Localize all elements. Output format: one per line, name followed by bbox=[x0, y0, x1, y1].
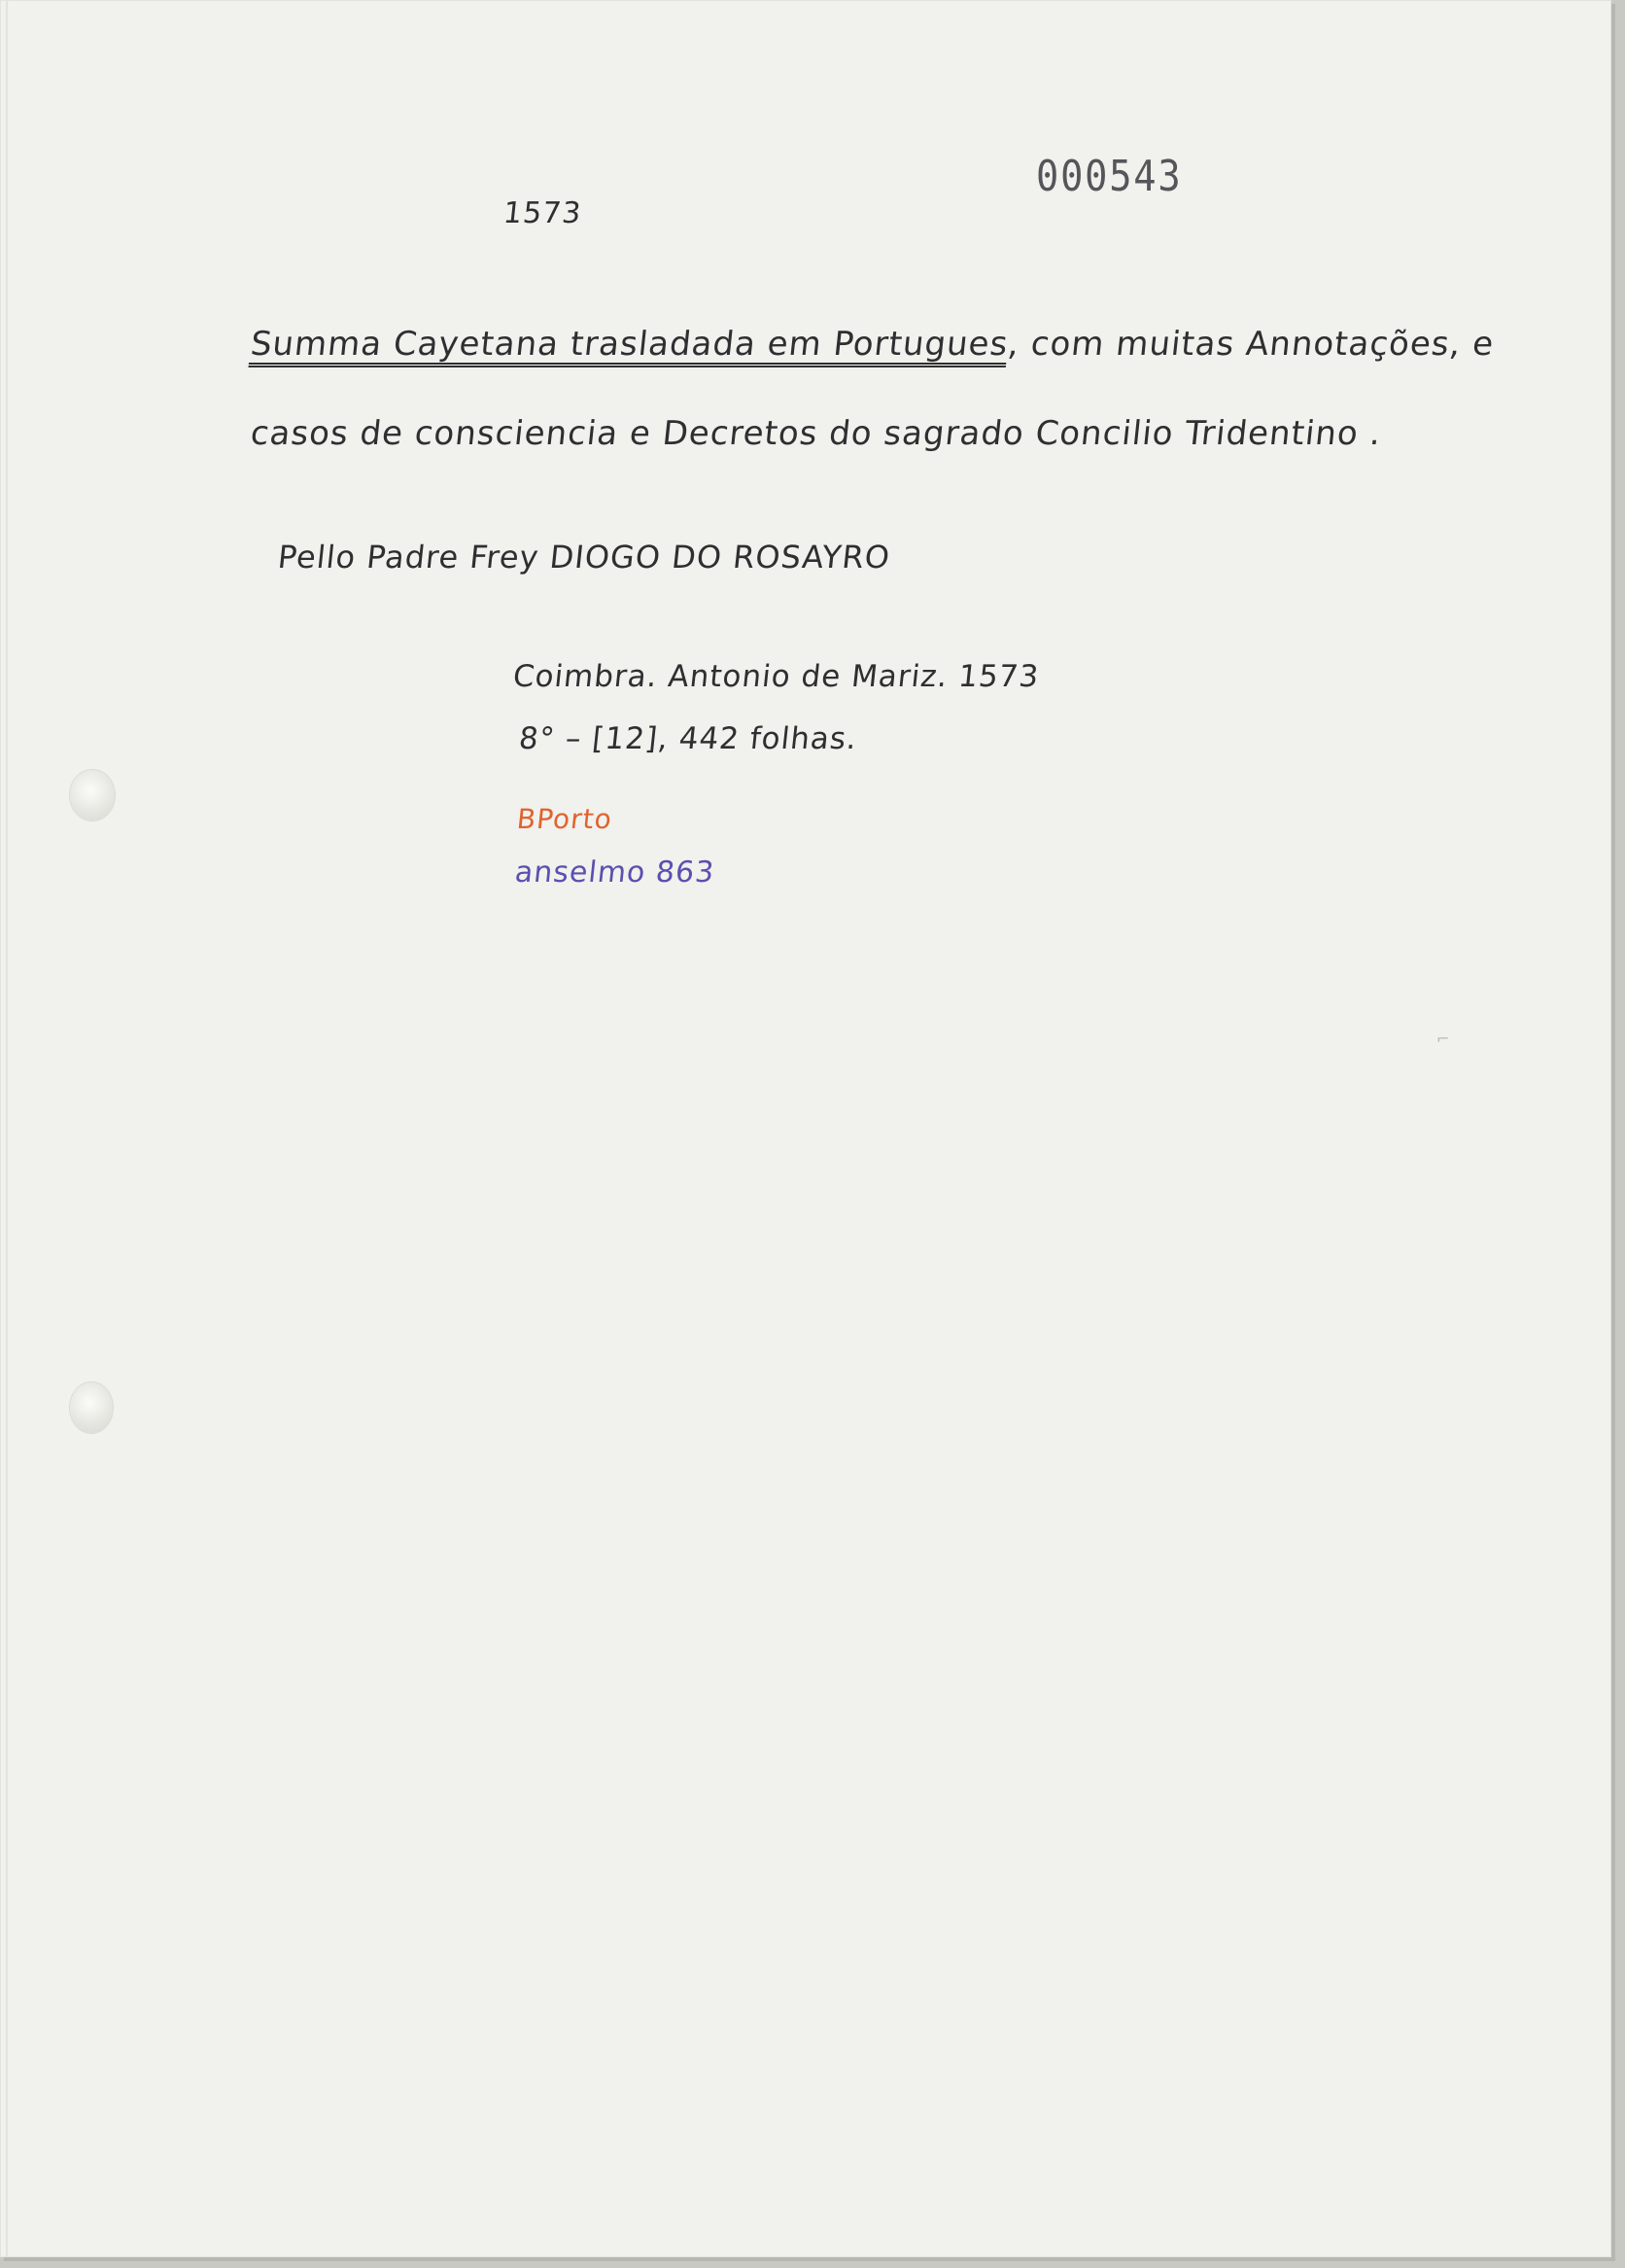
title-underlined: Summa Cayetana trasladada em Portugues bbox=[248, 325, 1011, 364]
collation-line: 8° – [12], 442 folhas. bbox=[517, 721, 859, 756]
stamp-number: 000543 bbox=[1036, 152, 1183, 201]
punch-hole bbox=[70, 1382, 113, 1433]
author-line: Pello Padre Frey DIOGO DO ROSAYRO bbox=[276, 539, 892, 576]
paper-mark: ⌐ bbox=[1436, 1029, 1450, 1048]
title-line-1 bbox=[249, 325, 1496, 364]
title-line-2: casos de consciencia e Decretos do sagrado Concilio Tridentino . bbox=[248, 414, 1384, 453]
title-continuation: , com muitas Annotações, e bbox=[1006, 325, 1497, 364]
library-location: BPorto bbox=[515, 803, 614, 835]
bibliography-reference: anselmo 863 bbox=[513, 855, 717, 890]
year-heading: 1573 bbox=[501, 196, 584, 230]
punch-hole bbox=[70, 770, 115, 820]
imprint-line: Coimbra. Antonio de Mariz. 1573 bbox=[511, 659, 1042, 694]
